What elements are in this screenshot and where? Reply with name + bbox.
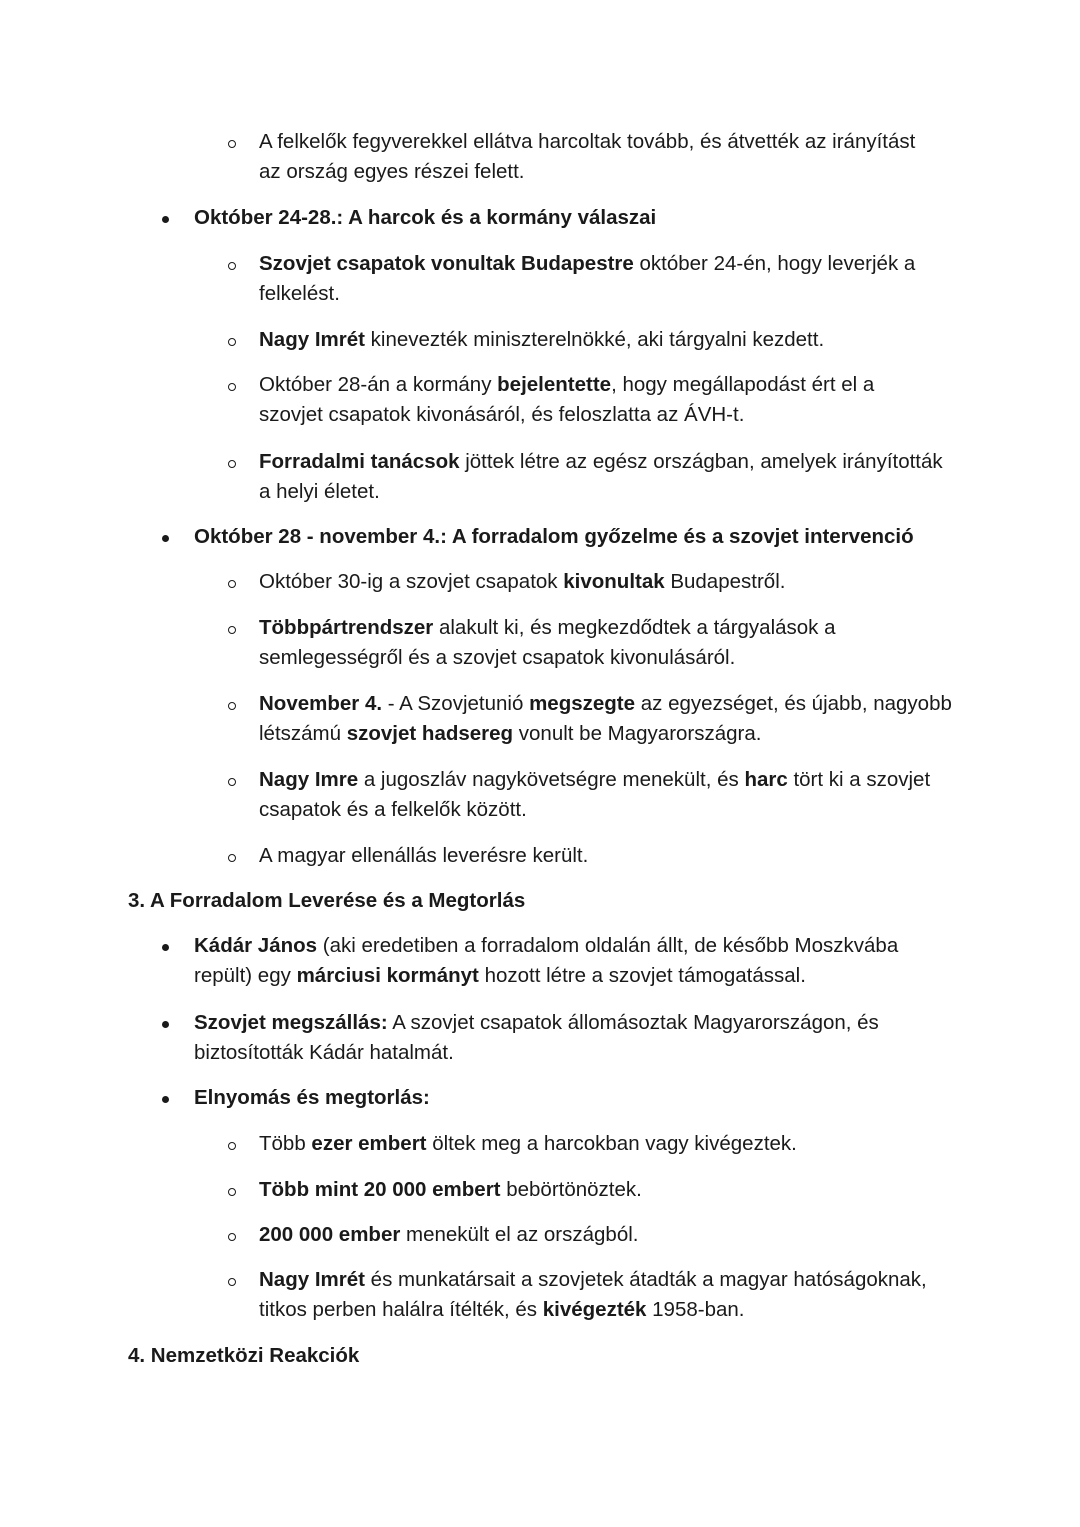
text-span: a helyi életet. [259, 480, 380, 503]
bold-text: kivégezték [542, 1298, 647, 1321]
bullet-disc-icon [162, 1021, 169, 1028]
text-span: menekült el az országból. [400, 1223, 639, 1246]
bullet-circle-icon [228, 383, 236, 391]
list-item-line [194, 961, 806, 991]
text-span: (aki eredetiben a forradalom oldalán állt, de később Moszkvába [317, 934, 899, 957]
bullet-circle-icon [228, 854, 236, 862]
list-item-line [259, 127, 915, 157]
list-item-line [259, 1129, 797, 1159]
bold-text: November 4. [259, 692, 383, 715]
text-span: titkos perben halálra ítélték, és [259, 1298, 543, 1321]
bold-text: ezer embert [311, 1132, 427, 1155]
text-span: felkelést. [259, 282, 340, 305]
text-span: vonult be Magyarországra. [513, 722, 762, 745]
list-item-line [259, 400, 744, 430]
text-span: tört ki a szovjet [787, 768, 931, 791]
text-span: A magyar ellenállás leverésre került. [259, 844, 589, 867]
bullet-circle-icon [228, 626, 236, 634]
list-item-line [259, 795, 527, 825]
list-item-line [194, 522, 914, 552]
bold-text: bejelentette [497, 373, 612, 396]
bold-text: Nagy Imrét [259, 328, 365, 351]
list-item-line [259, 613, 836, 643]
bullet-circle-icon [228, 580, 236, 588]
list-item-line [259, 643, 735, 673]
list-item-line [259, 157, 525, 187]
section-heading [128, 1341, 359, 1371]
bullet-disc-icon [162, 216, 169, 223]
text-span: és munkatársait a szovjetek átadták a magyar hatóságoknak, [364, 1268, 927, 1291]
bullet-circle-icon [228, 140, 236, 148]
list-item-line [259, 447, 943, 477]
bullet-circle-icon [228, 1188, 236, 1196]
bullet-circle-icon [228, 1142, 236, 1150]
text-span: kinevezték miniszterelnökké, aki tárgyalni kezdett. [364, 328, 825, 351]
list-item-line [259, 689, 952, 719]
bold-text: 200 000 ember [259, 1223, 401, 1246]
list-item-line [259, 279, 340, 309]
text-span: bebörtönöztek. [500, 1178, 642, 1201]
bold-text: megszegte [529, 692, 636, 715]
bold-text: Október 24-28.: A harcok és a kormány válaszai [194, 206, 657, 229]
bullet-circle-icon [228, 1278, 236, 1286]
text-span: csapatok és a felkelők között. [259, 798, 527, 821]
list-item-line [259, 1220, 638, 1250]
list-item-line [259, 765, 930, 795]
text-span: A felkelők fegyverekkel ellátva harcoltak tovább, és átvették az irányítást [259, 130, 916, 153]
text-span: Több [259, 1132, 312, 1155]
bullet-circle-icon [228, 262, 236, 270]
bullet-disc-icon [162, 535, 169, 542]
text-span: repült) egy [194, 964, 297, 987]
list-item-line [194, 1008, 879, 1038]
text-span: október 24-én, hogy leverjék a [633, 252, 916, 275]
bullet-circle-icon [228, 778, 236, 786]
text-span: a jugoszláv nagykövetségre menekült, és [358, 768, 745, 791]
bold-text: 4. Nemzetközi Reakciók [128, 1344, 360, 1367]
text-span: , hogy megállapodást ért el a [611, 373, 875, 396]
bold-text: Elnyomás és megtorlás: [194, 1086, 430, 1109]
list-item-line [194, 203, 656, 233]
bullet-circle-icon [228, 1233, 236, 1241]
text-span: az ország egyes részei felett. [259, 160, 525, 183]
list-item-line [259, 325, 824, 355]
bold-text: harc [744, 768, 788, 791]
bold-text: kivonultak [563, 570, 665, 593]
bullet-circle-icon [228, 338, 236, 346]
list-item-line [259, 1265, 927, 1295]
list-item-line [259, 370, 874, 400]
list-item-line [259, 1175, 642, 1205]
section-heading [128, 886, 525, 916]
list-item-line [259, 841, 588, 871]
bullet-circle-icon [228, 702, 236, 710]
text-span: öltek meg a harcokban vagy kivégeztek. [426, 1132, 797, 1155]
bold-text: Október 28 - november 4.: A forradalom győzelme és a szovjet intervenció [194, 525, 914, 548]
bold-text: Nagy Imre [259, 768, 359, 791]
list-item-line [259, 477, 380, 507]
text-span: biztosították Kádár hatalmát. [194, 1041, 454, 1064]
text-span: A szovjet csapatok állomásoztak Magyarországon, és [387, 1011, 879, 1034]
bold-text: Nagy Imrét [259, 1268, 365, 1291]
bold-text: Kádár János [194, 934, 318, 957]
text-span: jöttek létre az egész országban, amelyek irányították [459, 450, 943, 473]
bullet-disc-icon [162, 944, 169, 951]
bold-text: Többpártrendszer [259, 616, 434, 639]
text-span: Budapestről. [664, 570, 786, 593]
list-item-line [259, 567, 785, 597]
text-span: 1958-ban. [646, 1298, 745, 1321]
bold-text: szovjet hadsereg [346, 722, 514, 745]
text-span: Október 28-án a kormány [259, 373, 498, 396]
text-span: semlegességről és a szovjet csapatok kivonulásáról. [259, 646, 736, 669]
list-item-line [259, 719, 761, 749]
bullet-disc-icon [162, 1096, 169, 1103]
list-item-line [194, 1038, 454, 1068]
bold-text: Több mint 20 000 embert [259, 1178, 501, 1201]
list-item-line [259, 1295, 744, 1325]
list-item-line [194, 1083, 430, 1113]
bold-text: márciusi kormányt [296, 964, 479, 987]
bullet-circle-icon [228, 460, 236, 468]
text-span: létszámú [259, 722, 347, 745]
text-span: - A Szovjetunió [382, 692, 530, 715]
bold-text: Forradalmi tanácsok [259, 450, 460, 473]
list-item-line [194, 931, 898, 961]
text-span: hozott létre a szovjet támogatással. [478, 964, 806, 987]
bold-text: 3. A Forradalom Leverése és a Megtorlás [128, 889, 526, 912]
list-item-line [259, 249, 915, 279]
text-span: az egyezséget, és újabb, nagyobb [635, 692, 952, 715]
text-span: alakult ki, és megkezdődtek a tárgyalások a [433, 616, 836, 639]
text-span: szovjet csapatok kivonásáról, és feloszlatta az ÁVH-t. [259, 403, 745, 426]
text-span: Október 30-ig a szovjet csapatok [259, 570, 564, 593]
bold-text: Szovjet csapatok vonultak Budapestre [259, 252, 634, 275]
bold-text: Szovjet megszállás: [194, 1011, 388, 1034]
